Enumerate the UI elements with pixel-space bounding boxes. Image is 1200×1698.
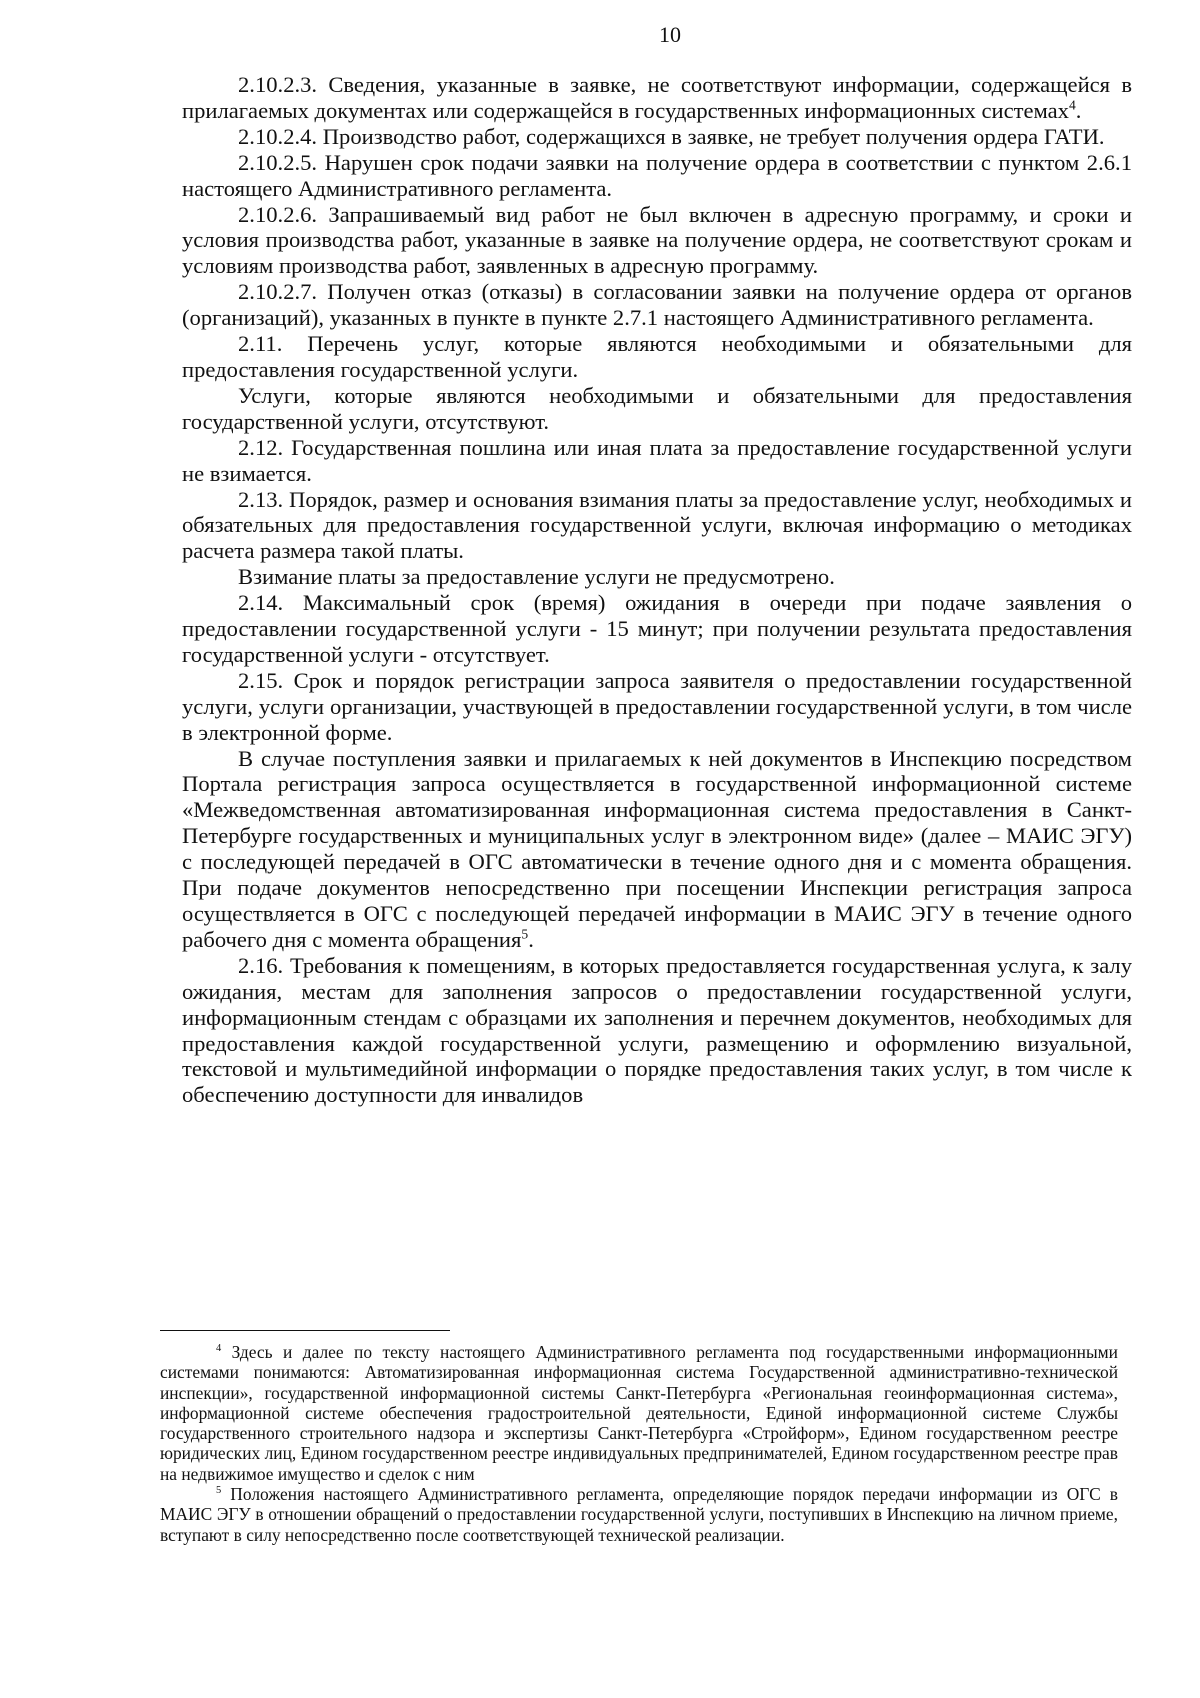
paragraph: 2.13. Порядок, размер и основания взимания платы за предоставление услуг, необходимых и обязательных для предоставления государственной услуги, включая информацию о методиках расчета размера такой платы. (182, 486, 1132, 564)
paragraph: В случае поступления заявки и прилагаемых к ней документов в Инспекцию посредством Портала регистрация запроса осуществляется в государственной информационной системе «Межведомственная автоматизированная информационная система предоставления в Санкт-Петербурге государственных и муниципальных услуг в электронном виде» (далее – МАИС ЭГУ) с последующей передачей в ОГС автоматически в течение одного дня и с момента обращения. При подаче документов непосредственно при посещении Инспекции регистрация запроса осуществляется в ОГС с последующей передачей информации в МАИС ЭГУ в течение одного рабочего дня с момента обращения$^5$. (182, 745, 1132, 952)
footnote-ref[interactable]: 4 (1068, 97, 1076, 113)
footnote-mark: 5 (216, 1485, 222, 1497)
paragraph: 2.10.2.3. Сведения, указанные в заявке, не соответствуют информации, содержащейся в прилагаемых документах или содержащейся в государственных информационных системах$^4$. (182, 72, 1132, 123)
paragraph: 2.12. Государственная пошлина или иная плата за предоставление государственной услуги не взимается. (182, 434, 1132, 486)
paragraph: 2.11. Перечень услуг, которые являются необходимыми и обязательными для предоставления государственной услуги. (182, 331, 1132, 382)
paragraph: 2.10.2.4. Производство работ, содержащихся в заявке, не требует получения ордера ГАТИ. (238, 123, 1105, 149)
paragraph: 2.16. Требования к помещениям, в которых предоставляется государственная услуга, к залу ожидания, местам для заполнения запросов о предоставлении государственной услуги, информационным стендам с образцами их заполнения и перечнем документов, необходимых для предоставления каждой государственной услуги, размещению и оформлению визуальной, текстовой и мультимедийной информации о порядке предоставления таких услуг, в том числе к обеспечению доступности для инвалидов (182, 952, 1132, 1108)
footnotes (160, 1342, 1118, 1545)
paragraph: Взимание платы за предоставление услуги не предусмотрено. (238, 564, 835, 590)
paragraph: 2.10.2.5. Нарушен срок подачи заявки на получение ордера в соответствии с пунктом 2.6.1 настоящего Административного регламента. (182, 149, 1132, 201)
footnote-divider (160, 1330, 450, 1331)
footnote-mark: 4 (216, 1343, 222, 1355)
page-number: 10 (659, 22, 681, 47)
main-text (182, 72, 1132, 1108)
paragraph: 2.15. Срок и порядок регистрации запроса заявителя о предоставлении государственной услуги, услуги организации, участвующей в предоставлении государственной услуги, в том числе в электронной форме. (182, 667, 1132, 745)
paragraph: 2.14. Максимальный срок (время) ожидания в очереди при подаче заявления о предоставлении государственной услуги - 15 минут; при получении результата предоставления государственной услуги - отсутствует. (182, 590, 1132, 667)
footnote-ref[interactable]: 5 (521, 926, 529, 942)
footnote: $^5$ Положения настоящего Административного регламента, определяющие порядок передачи информации из ОГС в МАИС ЭГУ в отношении обращений о предоставлении государственной услуги, поступивших в Инспекцию на личном приеме, вступают в силу непосредственно после соответствующей технической реализации. (160, 1484, 1118, 1545)
paragraph: 2.10.2.7. Получен отказ (отказы) в согласовании заявки на получение ордера от органов (организаций), указанных в пункте в пункте 2.7.1 настоящего Административного регламента. (182, 279, 1132, 331)
footnote: $^4$ Здесь и далее по тексту настоящего Административного регламента под государственными информационными системами понимаются: Автоматизированная информационная система Государственной административно-технической инспекции», государственной информационной системы Санкт-Петербурга «Региональная геоинформационная система», информационной системе обеспечения градостроительной деятельности, Единой информационной системе Службы государственного строительного надзора и экспертизы Санкт-Петербурга «Стройформ», Едином государственном реестре юридических лиц, Едином государственном реестре индивидуальных предпринимателей, Едином государственном реестре прав на недвижимое имущество и сделок с ним (160, 1342, 1118, 1484)
paragraph: 2.10.2.6. Запрашиваемый вид работ не был включен в адресную программу, и сроки и условия производства работ, указанные в заявке на получение ордера, не соответствуют срокам и условиям производства работ, заявленных в адресную программу. (182, 201, 1132, 279)
paragraph: Услуги, которые являются необходимыми и обязательными для предоставления государственной услуги, отсутствуют. (182, 382, 1132, 434)
